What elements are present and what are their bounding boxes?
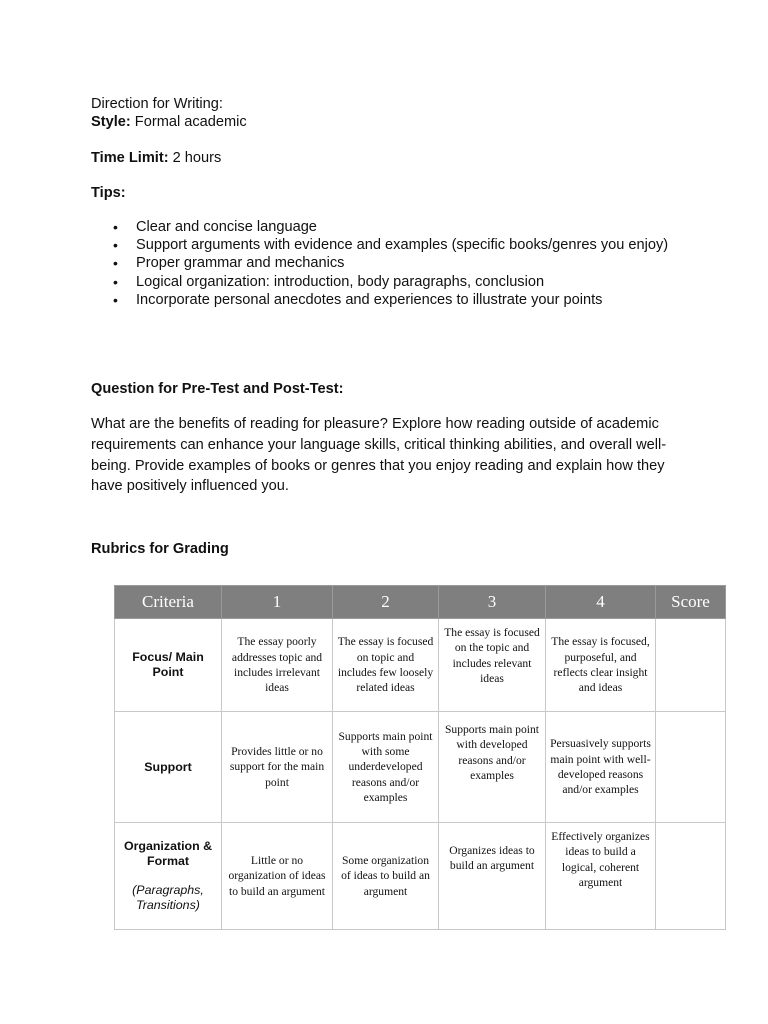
header-score-2: 2 [333,586,439,619]
header-score-3: 3 [439,586,546,619]
header-score-4: 4 [546,586,656,619]
descriptor-cell: Organizes ideas to build an argument [439,823,546,930]
score-cell [656,712,726,823]
descriptor-cell: The essay is focused on the topic and includes relevant ideas [439,619,546,712]
criteria-sublabel: (Paragraphs, Transitions) [132,883,204,912]
header-score: Score [656,586,726,619]
table-row [115,823,726,930]
style-line [91,113,247,131]
score-cell [656,619,726,712]
descriptor-cell: Persuasively supports main point with well-developed reasons and/or examples [546,712,656,823]
tip-item: • Support arguments with evidence and examples (specific books/genres you enjoy) [136,236,736,254]
tip-item: • Incorporate personal anecdotes and experiences to illustrate your points [136,291,736,309]
style-label: Style: [91,114,131,130]
tips-list [91,218,736,309]
rubric-heading: Rubrics for Grading [91,541,229,557]
tip-item: • Clear and concise language [136,218,736,236]
descriptor-cell: Supports main point with developed reasons and/or examples [439,712,546,823]
descriptor-cell: The essay is focused on topic and includes few loosely related ideas [333,619,439,712]
direction-heading: Direction for Writing: [91,96,223,112]
table-row [115,712,726,823]
criteria-label: Organization & Format [123,839,213,868]
descriptor-cell: Effectively organizes ideas to build a logical, coherent argument [546,823,656,930]
question-heading: Question for Pre-Test and Post-Test: [91,381,344,397]
table-row [115,619,726,712]
criteria-cell [115,712,222,823]
tips-heading: Tips: [91,185,126,201]
question-text: What are the benefits of reading for pleasure? Explore how reading outside of academic requirements can enhance your language skills, critical thinking abilities, and overall well-being. Provide examples of books or genres that you enjoy reading and explain how they have positively influenced you. [91,416,667,495]
descriptor-cell: The essay is focused, purposeful, and reflects clear insight and ideas [546,619,656,712]
descriptor-cell: Some organization of ideas to build an argument [333,823,439,930]
criteria-label: Focus/ Main Point [132,650,204,679]
time-limit-value: 2 hours [168,150,222,166]
rubric-table [114,585,726,930]
descriptor-cell: Provides little or no support for the main point [222,712,333,823]
criteria-label: Support [144,759,192,774]
rubric-header-row [115,586,726,619]
descriptor-cell: The essay poorly addresses topic and includes irrelevant ideas [222,619,333,712]
time-limit-label: Time Limit: [91,150,169,166]
header-criteria: Criteria [115,586,222,619]
style-value: Formal academic [130,114,247,130]
descriptor-cell: Supports main point with some underdeveloped reasons and/or examples [333,712,439,823]
tip-item: • Logical organization: introduction, body paragraphs, conclusion [136,273,736,291]
criteria-cell [115,619,222,712]
header-score-1: 1 [222,586,333,619]
score-cell [656,823,726,930]
descriptor-cell: Little or no organization of ideas to build an argument [222,823,333,930]
criteria-cell [115,823,222,930]
tip-item: • Proper grammar and mechanics [136,254,736,272]
time-limit-line [91,149,221,167]
